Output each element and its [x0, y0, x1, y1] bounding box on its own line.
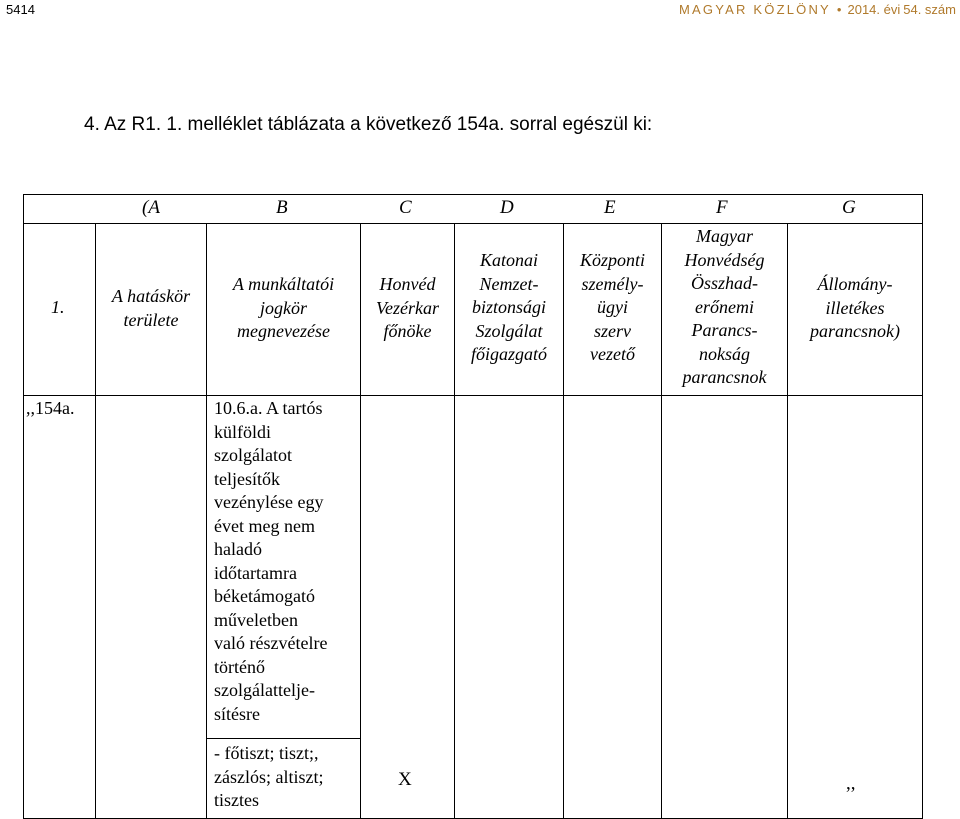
description-line: szolgálatot [214, 445, 292, 465]
header-col-d-line: biztonsági [471, 297, 546, 317]
header-col-c-line: Honvéd [379, 274, 436, 294]
header-col-e [564, 249, 661, 367]
journal-title: MAGYAR KÖZLÖNY [679, 2, 831, 17]
header-col-a [96, 285, 206, 332]
closing-quote: ,, [846, 773, 856, 794]
header-col-d-line: főigazgató [470, 344, 547, 364]
description-line: évet meg nem [214, 515, 315, 536]
header-col-a-line: területe [123, 309, 179, 330]
description-line: teljesítők [214, 468, 280, 489]
header-col-d-line: Katonai [479, 250, 538, 270]
header-col-b [207, 273, 360, 344]
description-line: 10.6.a. A tartós [214, 398, 323, 418]
header-col-c [361, 273, 454, 344]
header-col-e-line: személy- [581, 273, 644, 294]
header-col-f-line: Parancs- [691, 320, 758, 340]
ranks-line: tisztes [214, 790, 259, 810]
header-col-b-line: A munkáltatói [232, 274, 335, 294]
description-line: szolgálatteljе- [214, 680, 315, 700]
header-col-f [662, 225, 787, 390]
header-col-f-line: erőnemi [695, 296, 754, 317]
header-col-d-line: Nemzet- [479, 273, 539, 294]
header-col-d [455, 249, 563, 367]
row-154a-description [214, 397, 327, 726]
col-letter-g: G [842, 197, 856, 218]
header-col-c-line: Vezérkar [376, 297, 439, 318]
header-col-g [788, 273, 922, 344]
ranks-line: - főtiszt; tiszt;, [214, 743, 319, 763]
description-line: műveletben [214, 609, 298, 630]
separator-dot-icon: • [836, 2, 842, 17]
header-col-e-line: ügyi [597, 297, 628, 317]
col-letter-c: C [399, 197, 412, 218]
intro-paragraph: 4. Az R1. 1. melléklet táblázata a következő 154a. sorral egészül ki: [84, 114, 653, 135]
journal-issue: 54. szám [903, 2, 956, 17]
header-col-e-line: Központi [579, 250, 645, 270]
description-line: vezénylése egy [214, 492, 324, 512]
row-154a-ranks [214, 742, 323, 813]
description-line: való részvételre [214, 633, 328, 653]
header-col-f-line: parancsnok [682, 367, 767, 387]
row-154a-col-c-mark: X [398, 769, 412, 790]
header-col-g-line: parancsnok) [810, 321, 900, 341]
description-line: béketámogató [214, 586, 315, 606]
col-letter-d: D [500, 197, 514, 218]
header-col-g-line: Állomány- [817, 274, 893, 294]
journal-year: 2014. évi [847, 2, 901, 17]
col-letter-b: B [276, 197, 288, 218]
col-letter-e: E [604, 197, 616, 218]
header-col-f-line: Honvédség [684, 249, 765, 270]
description-line: haladó [214, 539, 262, 559]
header-col-a-line: A hatáskör [111, 286, 191, 306]
header-col-c-line: főnöke [383, 321, 432, 341]
row-154a-number: ,,154a. [26, 398, 75, 418]
description-line: időtartamra [214, 562, 297, 583]
ranks-line: zászlós; altiszt; [214, 766, 324, 787]
header-col-f-line: Magyar [696, 226, 753, 246]
page-number: 5414 [6, 2, 35, 17]
description-line: külföldi [214, 421, 271, 442]
header-col-e-line: vezető [590, 344, 635, 364]
header-col-e-line: szerv [594, 320, 631, 341]
header-col-f-line: nokság [699, 343, 750, 364]
header-col-d-line: Szolgálat [475, 320, 543, 341]
description-line: történő [214, 656, 265, 677]
header-col-b-line: jogkör [260, 297, 307, 318]
header-col-b-line: megnevezése [237, 321, 330, 341]
col-letter-a: (A [142, 197, 160, 218]
header-col-g-line: illetékes [825, 297, 885, 318]
col-letter-f: F [716, 197, 728, 218]
description-line: sítésre [214, 703, 260, 724]
header-row-number: 1. [51, 297, 65, 317]
header-col-f-line: Összhad- [690, 273, 758, 293]
